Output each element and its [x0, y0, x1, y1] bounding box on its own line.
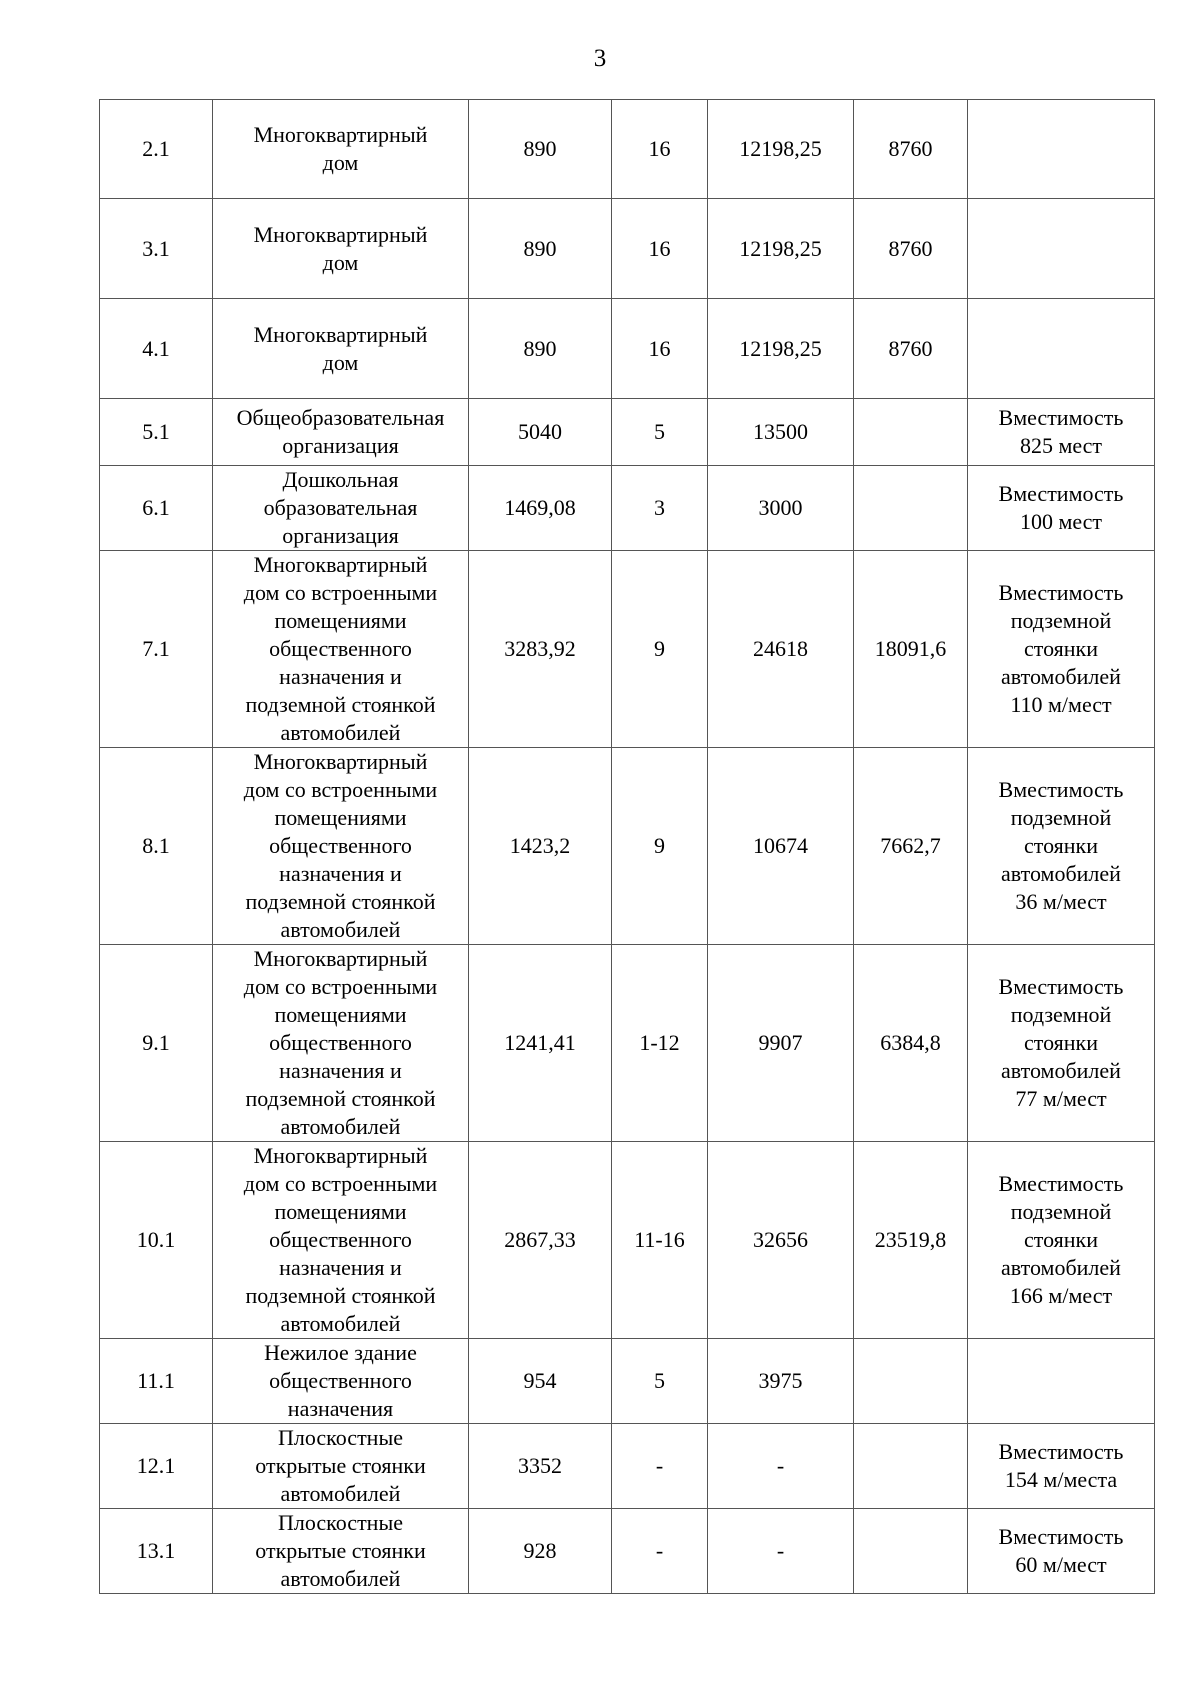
cell-living-area: 7662,7 — [854, 748, 968, 945]
cell-floors: 11-16 — [612, 1142, 708, 1339]
cell-total-area: 10674 — [708, 748, 854, 945]
cell-note: Вместимость 825 мест — [968, 399, 1155, 466]
table-row — [100, 466, 1155, 551]
cell-living-area — [854, 466, 968, 551]
cell-number: 11.1 — [100, 1339, 213, 1424]
table-row — [100, 100, 1155, 199]
cell-note: Вместимость подземной стоянки автомобилей 36 м/мест — [968, 748, 1155, 945]
cell-living-area: 23519,8 — [854, 1142, 968, 1339]
cell-floors: 16 — [612, 100, 708, 199]
table-row — [100, 945, 1155, 1142]
cell-living-area — [854, 1339, 968, 1424]
cell-living-area — [854, 1509, 968, 1594]
cell-floors: - — [612, 1509, 708, 1594]
cell-name: Общеобразовательная организация — [213, 399, 469, 466]
cell-name: Плоскостные открытые стоянки автомобилей — [213, 1509, 469, 1594]
cell-name: Многоквартирный дом — [213, 199, 469, 299]
cell-total-area: 3975 — [708, 1339, 854, 1424]
cell-living-area — [854, 399, 968, 466]
cell-area: 890 — [469, 199, 612, 299]
cell-total-area: 12198,25 — [708, 199, 854, 299]
cell-total-area: 12198,25 — [708, 299, 854, 399]
cell-total-area: 13500 — [708, 399, 854, 466]
cell-floors: 3 — [612, 466, 708, 551]
cell-note: Вместимость подземной стоянки автомобилей 110 м/мест — [968, 551, 1155, 748]
cell-floors: - — [612, 1424, 708, 1509]
cell-number: 2.1 — [100, 100, 213, 199]
cell-living-area: 8760 — [854, 299, 968, 399]
cell-living-area: 6384,8 — [854, 945, 968, 1142]
cell-total-area: - — [708, 1424, 854, 1509]
cell-number: 4.1 — [100, 299, 213, 399]
cell-number: 5.1 — [100, 399, 213, 466]
cell-name: Многоквартирный дом — [213, 100, 469, 199]
cell-living-area: 18091,6 — [854, 551, 968, 748]
cell-total-area: 3000 — [708, 466, 854, 551]
cell-area: 890 — [469, 100, 612, 199]
cell-living-area: 8760 — [854, 100, 968, 199]
cell-note: Вместимость 60 м/мест — [968, 1509, 1155, 1594]
cell-note: Вместимость подземной стоянки автомобилей 166 м/мест — [968, 1142, 1155, 1339]
cell-area: 954 — [469, 1339, 612, 1424]
cell-name: Многоквартирный дом со встроенными помещениями общественного назначения и подземной стоянкой автомобилей — [213, 748, 469, 945]
cell-number: 10.1 — [100, 1142, 213, 1339]
cell-area: 1241,41 — [469, 945, 612, 1142]
cell-area: 5040 — [469, 399, 612, 466]
cell-name: Многоквартирный дом со встроенными помещениями общественного назначения и подземной стоянкой автомобилей — [213, 551, 469, 748]
table-row — [100, 551, 1155, 748]
table-row — [100, 1339, 1155, 1424]
cell-number: 13.1 — [100, 1509, 213, 1594]
cell-name: Многоквартирный дом — [213, 299, 469, 399]
page-number: 3 — [593, 45, 607, 72]
cell-floors: 1-12 — [612, 945, 708, 1142]
cell-number: 12.1 — [100, 1424, 213, 1509]
table-row — [100, 1424, 1155, 1509]
cell-name: Многоквартирный дом со встроенными помещениями общественного назначения и подземной стоянкой автомобилей — [213, 945, 469, 1142]
cell-note — [968, 299, 1155, 399]
cell-living-area: 8760 — [854, 199, 968, 299]
table-row — [100, 199, 1155, 299]
cell-name: Дошкольная образовательная организация — [213, 466, 469, 551]
cell-note: Вместимость 100 мест — [968, 466, 1155, 551]
cell-note: Вместимость подземной стоянки автомобилей 77 м/мест — [968, 945, 1155, 1142]
table-row — [100, 399, 1155, 466]
table-row — [100, 1509, 1155, 1594]
objects-table — [99, 99, 1155, 1594]
cell-total-area: 32656 — [708, 1142, 854, 1339]
cell-area: 3352 — [469, 1424, 612, 1509]
cell-number: 3.1 — [100, 199, 213, 299]
cell-floors: 5 — [612, 1339, 708, 1424]
cell-total-area: - — [708, 1509, 854, 1594]
cell-area: 1469,08 — [469, 466, 612, 551]
cell-total-area: 24618 — [708, 551, 854, 748]
cell-number: 8.1 — [100, 748, 213, 945]
cell-number: 6.1 — [100, 466, 213, 551]
cell-note — [968, 1339, 1155, 1424]
cell-area: 1423,2 — [469, 748, 612, 945]
cell-total-area: 9907 — [708, 945, 854, 1142]
cell-total-area: 12198,25 — [708, 100, 854, 199]
table-row — [100, 748, 1155, 945]
cell-floors: 5 — [612, 399, 708, 466]
cell-area: 890 — [469, 299, 612, 399]
cell-floors: 16 — [612, 299, 708, 399]
cell-note: Вместимость 154 м/места — [968, 1424, 1155, 1509]
table-row — [100, 1142, 1155, 1339]
cell-number: 9.1 — [100, 945, 213, 1142]
table-row — [100, 299, 1155, 399]
cell-area: 3283,92 — [469, 551, 612, 748]
cell-note — [968, 199, 1155, 299]
cell-name: Плоскостные открытые стоянки автомобилей — [213, 1424, 469, 1509]
cell-floors: 9 — [612, 551, 708, 748]
cell-name: Многоквартирный дом со встроенными помещениями общественного назначения и подземной стоянкой автомобилей — [213, 1142, 469, 1339]
cell-floors: 9 — [612, 748, 708, 945]
cell-living-area — [854, 1424, 968, 1509]
cell-name: Нежилое здание общественного назначения — [213, 1339, 469, 1424]
cell-area: 2867,33 — [469, 1142, 612, 1339]
cell-number: 7.1 — [100, 551, 213, 748]
cell-area: 928 — [469, 1509, 612, 1594]
cell-floors: 16 — [612, 199, 708, 299]
cell-note — [968, 100, 1155, 199]
